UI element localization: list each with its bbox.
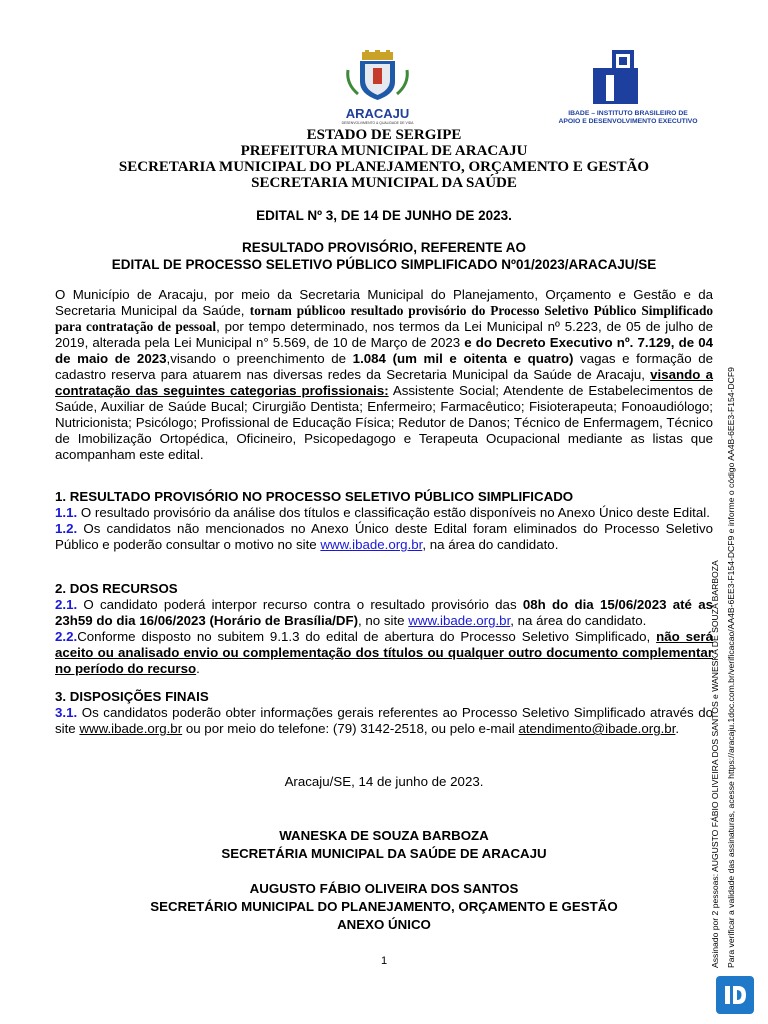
item-1-1-number: 1.1.	[55, 505, 78, 520]
item-2-1-number: 2.1.	[55, 597, 78, 612]
ibade-site-link-recurso[interactable]: www.ibade.org.br	[408, 613, 511, 628]
intro-bold-4: visando a contratação das seguintes categorias profissionais:	[55, 367, 713, 398]
intro-bold-1: tornam públicoo resultado provisório do Processo Seletivo Público Simplificado para contratação de pessoal	[55, 303, 713, 334]
section-2	[55, 581, 713, 677]
section-2-title: 2. DOS RECURSOS	[55, 581, 178, 596]
item-3-1-text-end: .	[675, 721, 680, 736]
signer-1-role: SECRETÁRIA MUNICIPAL DA SAÚDE DE ARACAJU	[221, 846, 547, 861]
item-2-1-deadline: 08h do dia 15/06/2023 até as 23h59 do dia 16/06/2023 (Horário de Brasília/DF)	[55, 597, 713, 628]
section-1-title: 1. RESULTADO PROVISÓRIO NO PROCESSO SELETIVO PÚBLICO SIMPLIFICADO	[55, 489, 574, 504]
signature-1	[0, 827, 768, 863]
document-subtitle	[0, 239, 768, 273]
item-2-1-text-end: , na área do candidato.	[510, 613, 647, 628]
signature-verification-line2[interactable]: Para verificar a validade das assinaturas, acesse https://aracaju.1doc.com.br/verificacao/AA4B-6EE3-F154-DCF9 e informe o código AA4B-6EE3-F154-DCF9	[726, 367, 736, 968]
intro-text-1: O Município de Aracaju, por meio da Secretaria Municipal do Planejamento, Orçamento e Gestão e da Secretaria Municipal da Saúde,	[55, 287, 713, 318]
document-header	[0, 127, 768, 191]
item-3-1-text: Os candidatos poderão obter informações gerais referentes ao Processo Seletivo Simplificado através do site	[55, 705, 713, 736]
header-state: ESTADO DE SERGIPE	[306, 127, 462, 143]
date-place: Aracaju/SE, 14 de junho de 2023.	[284, 774, 484, 789]
item-1-2-text: Os candidatos não mencionados no Anexo Único deste Edital foram eliminados do Processo Seletivo Público e poderão consultar o motivo no site	[55, 521, 713, 552]
ibade-logo	[548, 50, 708, 130]
subtitle-line2: EDITAL DE PROCESSO SELETIVO PÚBLICO SIMPLIFICADO Nº01/2023/ARACAJU/SE	[111, 257, 657, 272]
intro-paragraph	[55, 287, 713, 463]
header-health-secretariat: SECRETARIA MUNICIPAL DA SAÚDE	[251, 175, 517, 191]
aracaju-logo-name: ARACAJU	[345, 106, 410, 121]
ibade-email[interactable]: atendimento@ibade.org.br	[518, 721, 676, 736]
item-2-2	[55, 629, 713, 677]
ibade-mark-icon	[548, 50, 708, 105]
intro-text-2: , por tempo determinado, nos termos da Lei Municipal nº 5.223, de 05 de julho de 2019, alterada pela Lei Municipal n° 5.569, de 10 de Março de 2023	[55, 319, 713, 350]
item-2-2-warning: não será aceito ou analisado envio ou complementação dos títulos ou qualquer outro documento complementar no período do recurso	[55, 629, 713, 676]
intro-text-3: ,visando o preenchimento de	[166, 351, 353, 366]
intro-bold-3: 1.084 (um mil e oitenta e quatro)	[352, 351, 574, 366]
edital-number: EDITAL Nº 3, DE 14 DE JUNHO DE 2023.	[256, 208, 512, 223]
aracaju-logo	[340, 50, 415, 125]
aracaju-coat-of-arms-icon	[340, 50, 415, 102]
1doc-logo-icon	[716, 976, 754, 1014]
item-1-2-number: 1.2.	[55, 521, 78, 536]
1doc-badge[interactable]	[716, 976, 754, 1014]
aracaju-logo-tagline: DESENVOLVIMENTO & QUALIDADE DE VIDA	[341, 121, 414, 125]
page-number: 1	[380, 955, 388, 967]
item-2-1-text-2: , no site	[358, 613, 409, 628]
signature-2	[0, 880, 768, 934]
signature-note-line1: Assinado por 2 pessoas: AUGUSTO FÁBIO OLIVEIRA DOS SANTOS e WANESKA DE SOUZA BARBOZA	[710, 560, 720, 968]
signer-2-name: AUGUSTO FÁBIO OLIVEIRA DOS SANTOS	[249, 881, 519, 896]
intro-text-4: vagas e formação de cadastro reserva para atuarem nas diversas redes da Secretaria Municipal da Saúde de Aracaju,	[55, 351, 713, 382]
intro-text-5: Assistente Social; Atendente de Estabelecimentos de Saúde, Auxiliar de Saúde Bucal; Cirurgião Dentista; Enfermeiro; Farmacêutico; Fisioterapeuta; Fonoaudiólogo; Nutricionista; Psicólogo; Profissional de Educação Física; Redutor de Danos; Técnico de Enfermagem, Técnico de Imobilização Ortopédica, Oficineiro, Psicopedagogo e Terapeuta Ocupacional mediante as listas que acompanham este edital.	[55, 383, 713, 462]
signer-1-name: WANESKA DE SOUZA BARBOZA	[279, 828, 489, 843]
header-planning-secretariat: SECRETARIA MUNICIPAL DO PLANEJAMENTO, ORÇAMENTO E GESTÃO	[118, 159, 650, 175]
item-1-1	[55, 505, 713, 521]
subtitle-line1: RESULTADO PROVISÓRIO, REFERENTE AO	[241, 240, 527, 255]
signer-2-role: SECRETÁRIO MUNICIPAL DO PLANEJAMENTO, ORÇAMENTO E GESTÃO	[150, 899, 618, 914]
item-1-2-text-end: , na área do candidato.	[422, 537, 559, 552]
header-prefecture: PREFEITURA MUNICIPAL DE ARACAJU	[240, 143, 528, 159]
section-3	[55, 689, 713, 737]
item-1-1-text: O resultado provisório da análise dos títulos e classificação estão disponíveis no Anexo Único deste Edital.	[77, 505, 710, 520]
ibade-site-text[interactable]: www.ibade.org.br	[79, 721, 183, 736]
item-3-1-text-2: ou por meio do telefone: (79) 3142-2518, ou pelo e-mail	[182, 721, 519, 736]
intro-bold-2: e do Decreto Executivo nº. 7.129, de 04 de maio de 2023	[55, 335, 713, 366]
ibade-logo-line1: IBADE – INSTITUTO BRASILEIRO DE	[568, 110, 688, 117]
item-2-1-text: O candidato poderá interpor recurso contra o resultado provisório das	[77, 597, 523, 612]
item-1-2	[55, 521, 713, 553]
section-1	[55, 489, 713, 553]
annex-title: ANEXO ÚNICO	[337, 917, 431, 932]
item-2-2-text: Conforme disposto no subitem 9.1.3 do edital de abertura do Processo Seletivo Simplificado,	[77, 629, 657, 644]
section-3-title: 3. DISPOSIÇÕES FINAIS	[55, 689, 209, 704]
item-2-2-number: 2.2.	[55, 629, 78, 644]
ibade-site-link[interactable]: www.ibade.org.br	[320, 537, 423, 552]
item-2-1	[55, 597, 713, 629]
item-3-1	[55, 705, 713, 737]
item-3-1-number: 3.1.	[55, 705, 78, 720]
item-2-2-text-end: .	[196, 661, 200, 676]
ibade-logo-line2: APOIO E DESENVOLVIMENTO EXECUTIVO	[558, 118, 698, 125]
